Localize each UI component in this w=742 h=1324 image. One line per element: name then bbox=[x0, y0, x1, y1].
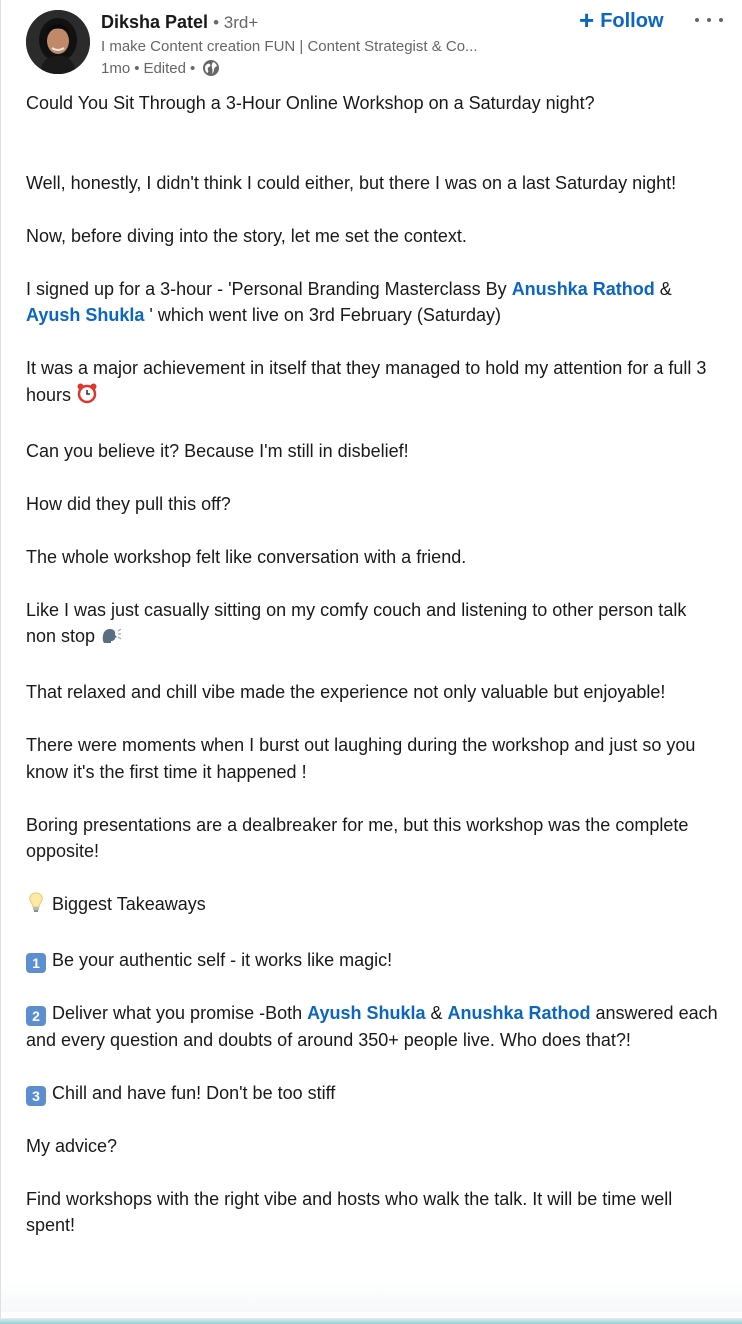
text-segment: Deliver what you promise -Both bbox=[52, 1003, 308, 1023]
post-meta bbox=[101, 59, 220, 77]
author-headline: I make Content creation FUN | Content Strategist & Co... bbox=[101, 38, 478, 55]
post-paragraph: Find workshops with the right vibe and hosts who walk the talk. It will be time well spent! bbox=[26, 1188, 673, 1235]
text-segment: It was a major achievement in itself that they managed to hold my attention for a full 3 hours bbox=[26, 358, 707, 405]
text-segment: Chill and have fun! Don't be too stiff bbox=[52, 1082, 336, 1103]
mention-link[interactable]: Ayush Shukla bbox=[307, 1003, 426, 1023]
post-paragraph: Boring presentations are a dealbreaker for me, but this workshop was the complete opposite! bbox=[26, 814, 689, 861]
post-paragraph: Now, before diving into the story, let me set the context. bbox=[26, 225, 467, 246]
text-segment: Like I was just casually sitting on my comfy couch and listening to other person talk non stop bbox=[26, 599, 687, 646]
post-time: 1mo bbox=[101, 59, 131, 77]
post-paragraph: The whole workshop felt like conversation with a friend. bbox=[26, 546, 467, 567]
text-segment: & bbox=[654, 278, 672, 299]
light-bulb-icon bbox=[26, 891, 46, 921]
post-paragraph: Can you believe it? Because I'm still in disbelief! bbox=[26, 440, 409, 461]
more-dot-icon bbox=[707, 18, 711, 22]
globe-icon bbox=[202, 59, 220, 77]
post-paragraph bbox=[26, 891, 721, 921]
author-name[interactable]: Diksha Patel bbox=[101, 12, 209, 32]
text-segment: answered each and every question and doubts of around 350+ people live. Who does that?! bbox=[26, 1003, 718, 1050]
follow-button[interactable] bbox=[579, 6, 664, 36]
scroll-fade bbox=[1, 1282, 742, 1312]
mention-link[interactable]: Anushka Rathod bbox=[511, 278, 655, 299]
takeaways-heading: Biggest Takeaways bbox=[52, 894, 206, 914]
post-paragraph: That relaxed and chill vibe made the experience not only valuable but enjoyable! bbox=[26, 682, 666, 702]
alarm-clock-icon bbox=[76, 382, 98, 412]
keycap-one-icon: 1 bbox=[26, 953, 46, 973]
post-paragraph: Well, honestly, I didn't think I could either, but there I was on a last Saturday night! bbox=[26, 172, 677, 193]
follow-label: Follow bbox=[600, 9, 664, 32]
more-options-button[interactable] bbox=[695, 8, 723, 32]
keycap-three-icon: 3 bbox=[26, 1086, 46, 1106]
post-body bbox=[26, 90, 721, 1265]
meta-separator: • bbox=[134, 59, 140, 77]
text-segment: ' which went live on 3rd February (Saturday) bbox=[144, 305, 501, 325]
keycap-two-icon: 2 bbox=[26, 1006, 46, 1026]
avatar[interactable] bbox=[26, 10, 90, 74]
post-paragraph: There were moments when I burst out laughing during the workshop and just so you know it's the first time it happened ! bbox=[26, 735, 696, 782]
speaking-head-icon bbox=[100, 625, 122, 653]
takeaway-item bbox=[26, 947, 721, 974]
author-name-line[interactable] bbox=[101, 12, 258, 33]
avatar-image bbox=[26, 10, 90, 74]
text-segment: & bbox=[425, 1003, 448, 1023]
takeaway-item bbox=[26, 1080, 721, 1107]
takeaway-item bbox=[26, 1000, 721, 1053]
mention-link[interactable]: Anushka Rathod bbox=[447, 1003, 591, 1023]
bottom-edge-strip bbox=[0, 1318, 742, 1324]
mention-link[interactable]: Ayush Shukla bbox=[26, 305, 145, 325]
post-paragraph bbox=[26, 597, 721, 653]
post-paragraph bbox=[26, 355, 721, 411]
edited-label: Edited bbox=[143, 59, 186, 77]
plus-icon: + bbox=[579, 5, 595, 35]
post-paragraph bbox=[26, 276, 721, 329]
post-paragraph: Could You Sit Through a 3-Hour Online Workshop on a Saturday night? bbox=[26, 93, 595, 113]
text-segment: I signed up for a 3-hour - 'Personal Branding Masterclass By bbox=[26, 278, 512, 299]
more-dot-icon bbox=[719, 18, 723, 22]
connection-degree: • 3rd+ bbox=[213, 13, 259, 32]
post-paragraph: How did they pull this off? bbox=[26, 493, 231, 514]
text-segment: Be your authentic self - it works like magic! bbox=[52, 950, 393, 970]
more-dot-icon bbox=[695, 18, 699, 22]
post-paragraph: My advice? bbox=[26, 1135, 118, 1156]
meta-separator: • bbox=[190, 59, 196, 77]
